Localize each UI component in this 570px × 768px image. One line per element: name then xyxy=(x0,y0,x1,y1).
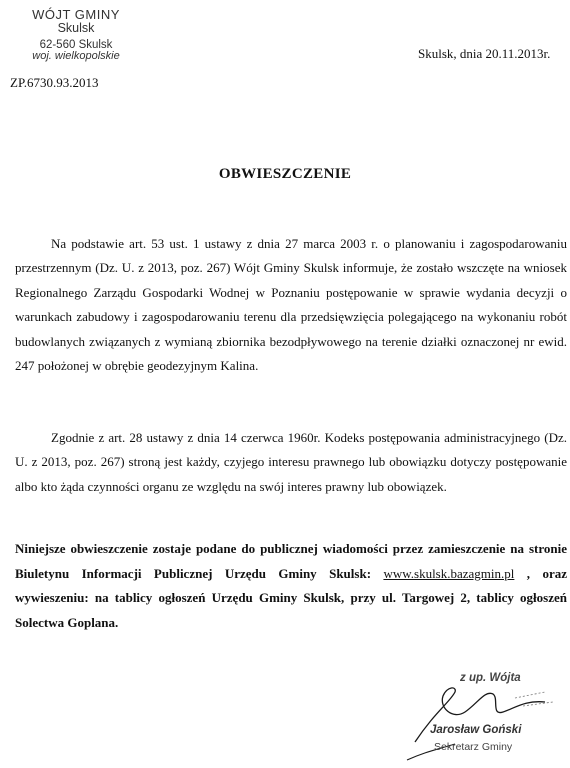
place-and-date: Skulsk, dnia 20.11.2013r. xyxy=(418,46,551,61)
handwritten-signature xyxy=(395,672,565,768)
bip-link[interactable]: www.skulsk.bazagmin.pl xyxy=(383,565,515,581)
paragraph-publication xyxy=(15,537,567,635)
signatory-name: Jarosław Goński xyxy=(430,724,522,736)
publication-text-end: , oraz wywieszeniu: na tablicy ogłoszeń Urzędu Gminy Skulsk, przy ul. Targowej 2, tablicy ogłoszeń Solectwa Goplana. xyxy=(15,565,568,630)
stamp-postal: 62-560 Skulsk xyxy=(39,38,113,51)
reference-number: ZP.6730.93.2013 xyxy=(10,75,99,90)
publication-text-start: Niniejsze obwieszczenie zostaje podane do publicznej wiadomości przez zamieszczenie na stronie Biuletynu Informacji Publicznej Urzędu Gminy Skulsk: xyxy=(15,541,567,581)
signatory-position: Sekretarz Gminy xyxy=(434,741,513,753)
stamp-office: WÓJT GMINY xyxy=(32,7,120,22)
signature-authorization: z up. Wójta xyxy=(460,672,521,684)
document-title: OBWIESZCZENIE xyxy=(218,166,352,182)
official-stamp xyxy=(16,8,136,62)
stamp-municipality: Skulsk xyxy=(57,20,95,35)
paragraph-notice: Na podstawie art. 53 ust. 1 ustawy z dnia 27 marca 2003 r. o planowaniu i zagospodarowaniu przestrzennym (Dz. U. z 2013, poz. 267) Wójt Gminy Skulsk informuje, że zostało wszczęte na wniosek Regionalnego Zarządu Gospodarki Wodnej w Poznaniu postępowanie w sprawie wydania decyzji o warunkach zabudowy i zagospodarowaniu terenu dla przedsięwzięcia polegającego na wykonaniu robót budowlanych związanych z wymianą zbiornika bezodpływowego na terenie działki oznaczonej nr ewid. 247 położonej w obrębie geodezyjnym Kalina. xyxy=(15,236,567,374)
paragraph-parties: Zgodnie z art. 28 ustawy z dnia 14 czerwca 1960r. Kodeks postępowania administracyjnego (Dz. U. z 2013, poz. 267) stroną jest każdy, czyjego interesu prawnego lub obowiązku dotyczy postępowanie albo kto żąda czynności organu ze względu na swój interes prawny lub obowiązek. xyxy=(15,430,567,494)
stamp-voivodeship: woj. wielkopolskie xyxy=(32,49,120,62)
